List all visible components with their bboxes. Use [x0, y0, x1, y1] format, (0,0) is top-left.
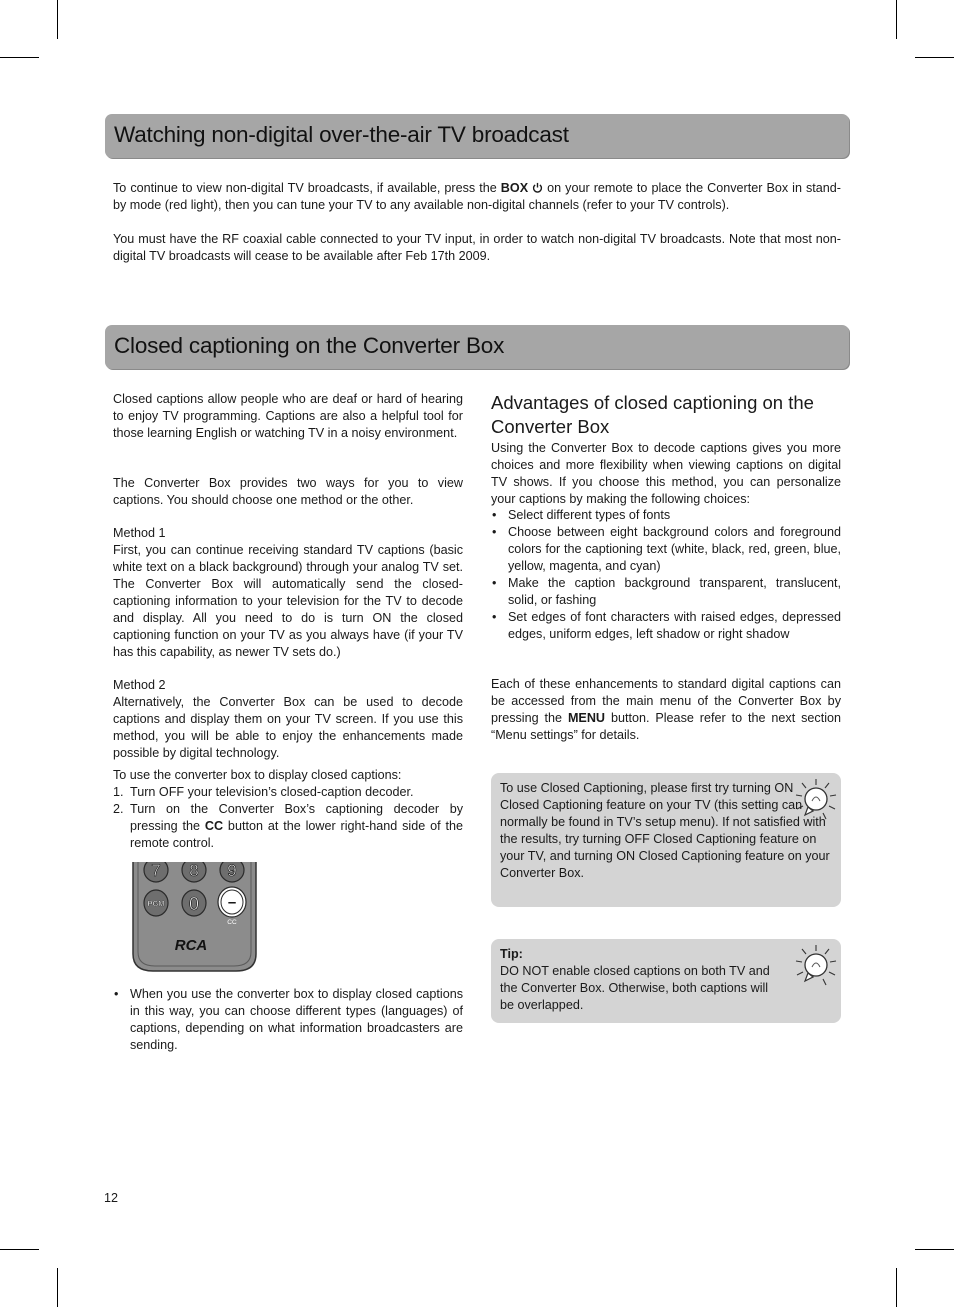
tip-box: [491, 939, 841, 1023]
section-title: Watching non-digital over-the-air TV broadcast: [114, 122, 569, 147]
advantages-bullet-list: [491, 507, 841, 643]
crop-mark: [0, 57, 39, 58]
list-item: • Make the caption background transparent, translucent, solid, or fashing: [491, 575, 841, 609]
crop-mark: [57, 0, 58, 39]
crop-mark: [915, 57, 954, 58]
note-text: To use Closed Captioning, please first try turning ON Closed Captioning feature on your TV (this setting can normally be found in TV’s setup menu). If not satisfied with the results, try turning OFF Closed Captioning feature on your TV, and turning ON Closed Captioning feature on your Converter Box.: [500, 781, 830, 880]
lightbulb-icon: [793, 943, 839, 989]
method1-title: Method 1: [113, 526, 166, 540]
tip-body: DO NOT enable closed captions on both TV and the Converter Box. Otherwise, both captions will be overlapped.: [500, 964, 770, 1012]
advantages-intro: Using the Converter Box to decode captions gives you more choices and more flexibility when viewing captions on digital TV shows. If you choose this method, you can personalize your captions by making the following choices:: [491, 441, 841, 506]
advantages-heading: Advantages of closed captioning on the Converter Box: [491, 392, 814, 437]
remote-key-9: 9: [227, 862, 237, 880]
remote-cc-label: CC: [227, 919, 237, 926]
steps-intro: To use the converter box to display closed captions:: [113, 768, 402, 782]
menu-key-label: MENU: [567, 711, 606, 725]
tip-label: Tip:: [500, 947, 523, 961]
crop-mark: [915, 1249, 954, 1250]
method2-title: Method 2: [113, 678, 166, 692]
power-icon: [532, 182, 543, 193]
list-item: • Set edges of font characters with raised edges, depressed edges, uniform edges, left shadow or right shadow: [491, 609, 841, 643]
remote-control-illustration: [128, 862, 260, 974]
tip-text: [500, 946, 783, 1014]
list-item: • Select different types of fonts: [491, 507, 841, 524]
intro-paragraph: Closed captions allow people who are deaf or hard of hearing to enjoy TV programming. Captions are also a helpful tool for those learning English or watching TV in a noisy environment.: [113, 392, 463, 440]
section-banner-non-digital: [105, 114, 849, 158]
note-box: [491, 773, 841, 907]
method2-text: Alternatively, the Converter Box can be used to decode captions and display them on your TV screen. If you use this method, you will be able to enjoy the enhancements made possible by digital technology.: [113, 695, 463, 760]
rca-logo: RCA: [174, 937, 208, 954]
page-number: 12: [104, 1191, 119, 1205]
bottom-bullet-list: [113, 986, 463, 1054]
step-item: 1. Turn OFF your television’s closed-caption decoder.: [113, 785, 414, 799]
section-banner-closed-captioning: [105, 325, 849, 369]
crop-mark: [57, 1268, 58, 1307]
remote-key-8: 8: [189, 862, 199, 880]
section-title: Closed captioning on the Converter Box: [114, 333, 505, 358]
list-item: • Choose between eight background colors and foreground colors for the captioning text (white, black, red, green, blue, yellow, magenta, and cyan): [491, 524, 841, 575]
remote-key-dash: –: [227, 894, 237, 911]
crop-mark: [0, 1249, 39, 1250]
crop-mark: [896, 1268, 897, 1307]
list-item: • When you use the converter box to display closed captions in this way, you can choose different types (languages) of captions, depending on what information broadcasters are sending.: [113, 986, 463, 1054]
steps-list: [113, 784, 463, 852]
method1-text: First, you can continue receiving standard TV captions (basic white text on a black background) through your analog TV set. The Converter Box will automatically send the closed-captioning information to your television for the TV to decode and display. All you need to do is turn ON the closed captioning function on your TV as you always have (if your TV has this capability, as newer TV sets do.): [113, 543, 463, 659]
remote-key-7: 7: [151, 862, 161, 880]
two-ways-paragraph: The Converter Box provides two ways for you to view captions. You should choose one method or the other.: [113, 476, 463, 507]
remote-key-pgm: PGM: [147, 899, 165, 908]
box-key-label: BOX: [500, 181, 529, 195]
crop-mark: [896, 0, 897, 39]
remote-key-0: 0: [188, 894, 200, 914]
paragraph-standby: To continue to view non-digital TV broadcasts, if available, press the BOX on your remote to place the Converter Box in stand-by mode (red light), then you can tune your TV to any available non-digital channels (refer to your TV controls).: [113, 181, 842, 212]
enhancements-paragraph: Each of these enhancements to standard digital captions can be accessed from the main menu of the Converter Box by pressing the MENU button. Please refer to the next section “Menu settings” for details.: [491, 677, 842, 742]
step-item: 2. Turn on the Converter Box’s captioning decoder by pressing the CC button at the lower right-hand side of the remote control.: [113, 802, 463, 850]
cc-key-label: CC: [204, 819, 224, 833]
paragraph-rf-cable: You must have the RF coaxial cable connected to your TV input, in order to watch non-digital TV broadcasts. Note that most non-digital TV broadcasts will cease to be available after Feb 17th 2009.: [113, 232, 841, 263]
